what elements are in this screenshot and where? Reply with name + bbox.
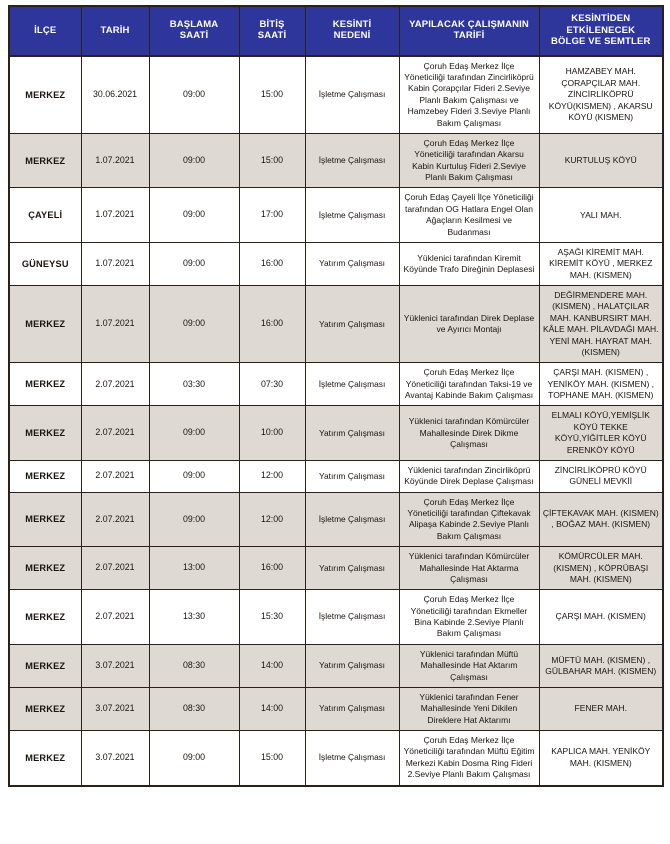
table-row <box>9 133 663 188</box>
cell-baslama-saati: 09:00 <box>149 492 239 547</box>
cell-ilce: ÇAYELİ <box>9 188 81 243</box>
cell-etkilenecek-bolge: ÇARŞI MAH. (KISMEN) , YENİKÖY MAH. (KISMEN) , TOPHANE MAH. (KISMEN) <box>539 363 663 406</box>
cell-kesinti-nedeni: Yatırım Çalışması <box>305 242 399 285</box>
cell-calisma-tarifi: Çoruh Edaş Merkez İlçe Yöneticiliği tarafından Çiftekavak Alipaşa Kabinde 2.Seviye Planlı Bakım Çalışması <box>399 492 539 547</box>
cell-kesinti-nedeni: Yatırım Çalışması <box>305 547 399 590</box>
cell-calisma-tarifi: Yüklenici tarafından Kömürcüler Mahallesinde Direk Dikme Çalışması <box>399 406 539 461</box>
cell-bitis-saati: 10:00 <box>239 406 305 461</box>
table-header-row <box>9 6 663 56</box>
cell-bitis-saati: 15:00 <box>239 133 305 188</box>
table-row <box>9 687 663 730</box>
cell-baslama-saati: 09:00 <box>149 56 239 134</box>
cell-ilce: MERKEZ <box>9 286 81 363</box>
cell-baslama-saati: 08:30 <box>149 687 239 730</box>
table-row <box>9 363 663 406</box>
cell-ilce: MERKEZ <box>9 731 81 786</box>
table-row <box>9 242 663 285</box>
table-body <box>9 56 663 786</box>
cell-bitis-saati: 12:00 <box>239 460 305 492</box>
cell-etkilenecek-bolge: MÜFTÜ MAH. (KISMEN) , GÜLBAHAR MAH. (KISMEN) <box>539 644 663 687</box>
cell-bitis-saati: 14:00 <box>239 687 305 730</box>
cell-calisma-tarifi: Çoruh Edaş Merkez İlçe Yöneticiliği tarafından Müftü Eğitim Merkezi Kabin Dosma Ring Fideri 2.Seviye Planlı Bakım Çalışması <box>399 731 539 786</box>
cell-etkilenecek-bolge: YALI MAH. <box>539 188 663 243</box>
cell-calisma-tarifi: Yüklenici tarafından Direk Deplase ve Ayırıcı Montajı <box>399 286 539 363</box>
cell-tarih: 3.07.2021 <box>81 731 149 786</box>
cell-bitis-saati: 15:00 <box>239 731 305 786</box>
column-header-kesintiden-etkilenecek-bolge-ve-semtler: KESİNTİDEN ETKİLENECEK BÖLGE VE SEMTLER <box>539 6 663 56</box>
cell-bitis-saati: 17:00 <box>239 188 305 243</box>
cell-calisma-tarifi: Yüklenici tarafından Fener Mahallesinde Yeni Dikilen Direklere Hat Aktarımı <box>399 687 539 730</box>
cell-ilce: MERKEZ <box>9 56 81 134</box>
cell-ilce: MERKEZ <box>9 687 81 730</box>
cell-tarih: 1.07.2021 <box>81 242 149 285</box>
column-header-kesinti-nedeni: KESİNTİ NEDENİ <box>305 6 399 56</box>
cell-etkilenecek-bolge: FENER MAH. <box>539 687 663 730</box>
table-row <box>9 731 663 786</box>
cell-calisma-tarifi: Çoruh Edaş Merkez İlçe Yöneticiliği tarafından Taksi-19 ve Avantaj Kabinde Bakım Çalışması <box>399 363 539 406</box>
power-outage-schedule-table <box>8 5 664 787</box>
cell-kesinti-nedeni: İşletme Çalışması <box>305 731 399 786</box>
cell-kesinti-nedeni: İşletme Çalışması <box>305 188 399 243</box>
cell-etkilenecek-bolge: ÇİFTEKAVAK MAH. (KISMEN) , BOĞAZ MAH. (KISMEN) <box>539 492 663 547</box>
cell-tarih: 2.07.2021 <box>81 590 149 645</box>
cell-baslama-saati: 09:00 <box>149 188 239 243</box>
table-header <box>9 6 663 56</box>
cell-bitis-saati: 16:00 <box>239 286 305 363</box>
cell-tarih: 1.07.2021 <box>81 286 149 363</box>
cell-bitis-saati: 07:30 <box>239 363 305 406</box>
cell-kesinti-nedeni: İşletme Çalışması <box>305 133 399 188</box>
cell-ilce: MERKEZ <box>9 590 81 645</box>
cell-bitis-saati: 15:00 <box>239 56 305 134</box>
cell-baslama-saati: 09:00 <box>149 286 239 363</box>
cell-etkilenecek-bolge: ÇARŞI MAH. (KISMEN) <box>539 590 663 645</box>
cell-bitis-saati: 14:00 <box>239 644 305 687</box>
table-row <box>9 286 663 363</box>
table-row <box>9 188 663 243</box>
cell-calisma-tarifi: Çoruh Edaş Çayeli İlçe Yöneticiliği tarafından OG Hatlara Engel Olan Ağaçların Kesilmesi ve Budanması <box>399 188 539 243</box>
cell-etkilenecek-bolge: HAMZABEY MAH. ÇORAPÇILAR MAH. ZİNCİRLİKÖPRÜ KÖYÜ(KISMEN) , AKARSU KÖYÜ (KISMEN) <box>539 56 663 134</box>
cell-ilce: MERKEZ <box>9 363 81 406</box>
table-row <box>9 56 663 134</box>
cell-baslama-saati: 13:00 <box>149 547 239 590</box>
table-row <box>9 492 663 547</box>
cell-etkilenecek-bolge: ELMALI KÖYÜ,YEMİŞLİK KÖYÜ TEKKE KÖYÜ,YİĞİTLER KÖYÜ ERENKÖY KÖYÜ <box>539 406 663 461</box>
column-header-baslama-saati: BAŞLAMA SAATİ <box>149 6 239 56</box>
cell-tarih: 1.07.2021 <box>81 188 149 243</box>
cell-tarih: 2.07.2021 <box>81 406 149 461</box>
cell-tarih: 2.07.2021 <box>81 460 149 492</box>
cell-calisma-tarifi: Yüklenici tarafından Zincirliköprü Köyünde Direk Deplase Çalışması <box>399 460 539 492</box>
cell-bitis-saati: 15:30 <box>239 590 305 645</box>
cell-ilce: MERKEZ <box>9 547 81 590</box>
table-row <box>9 460 663 492</box>
cell-kesinti-nedeni: İşletme Çalışması <box>305 56 399 134</box>
cell-ilce: MERKEZ <box>9 133 81 188</box>
cell-etkilenecek-bolge: ZİNCİRLİKÖPRÜ KÖYÜ GÜNELİ MEVKİİ <box>539 460 663 492</box>
cell-bitis-saati: 12:00 <box>239 492 305 547</box>
cell-ilce: MERKEZ <box>9 406 81 461</box>
cell-etkilenecek-bolge: KAPLICA MAH. YENİKÖY MAH. (KISMEN) <box>539 731 663 786</box>
cell-tarih: 2.07.2021 <box>81 547 149 590</box>
cell-baslama-saati: 09:00 <box>149 460 239 492</box>
cell-calisma-tarifi: Yüklenici tarafından Kömürcüler Mahallesinde Hat Aktarma Çalışması <box>399 547 539 590</box>
table-row <box>9 406 663 461</box>
cell-baslama-saati: 09:00 <box>149 133 239 188</box>
cell-ilce: MERKEZ <box>9 644 81 687</box>
cell-kesinti-nedeni: İşletme Çalışması <box>305 590 399 645</box>
cell-ilce: GÜNEYSU <box>9 242 81 285</box>
cell-kesinti-nedeni: Yatırım Çalışması <box>305 687 399 730</box>
cell-kesinti-nedeni: Yatırım Çalışması <box>305 286 399 363</box>
table-row <box>9 590 663 645</box>
cell-bitis-saati: 16:00 <box>239 547 305 590</box>
cell-baslama-saati: 03:30 <box>149 363 239 406</box>
cell-tarih: 3.07.2021 <box>81 687 149 730</box>
cell-calisma-tarifi: Yüklenici tarafından Müftü Mahallesinde Hat Aktarım Çalışması <box>399 644 539 687</box>
cell-baslama-saati: 09:00 <box>149 731 239 786</box>
cell-calisma-tarifi: Çoruh Edaş Merkez İlçe Yöneticiliği tarafından Zincirliköprü Kabin Çorapçılar Fideri 2.Seviye Planlı Bakım Çalışması ve Hamzebey Fideri 3.Seviye Planlı Bakım Çalışması <box>399 56 539 134</box>
cell-kesinti-nedeni: Yatırım Çalışması <box>305 460 399 492</box>
cell-etkilenecek-bolge: DEĞİRMENDERE MAH. (KISMEN) , HALATÇILAR MAH. KANBURSIRT MAH. KÂLE MAH. PİLAVDAĞI MAH. YENİ MAH. HAYRAT MAH. (KISMEN) <box>539 286 663 363</box>
cell-baslama-saati: 13:30 <box>149 590 239 645</box>
cell-tarih: 3.07.2021 <box>81 644 149 687</box>
cell-bitis-saati: 16:00 <box>239 242 305 285</box>
cell-etkilenecek-bolge: KURTULUŞ KÖYÜ <box>539 133 663 188</box>
cell-tarih: 1.07.2021 <box>81 133 149 188</box>
column-header-bitis-saati: BİTİŞ SAATİ <box>239 6 305 56</box>
column-header-ilce: İLÇE <box>9 6 81 56</box>
column-header-tarih: TARİH <box>81 6 149 56</box>
cell-calisma-tarifi: Çoruh Edaş Merkez İlçe Yöneticiliği tarafından Ekmeller Bina Kabinde 2.Seviye Planlı Bakım Çalışması <box>399 590 539 645</box>
cell-etkilenecek-bolge: AŞAĞI KİREMİT MAH. KİREMİT KÖYÜ , MERKEZ MAH. (KISMEN) <box>539 242 663 285</box>
cell-tarih: 30.06.2021 <box>81 56 149 134</box>
cell-calisma-tarifi: Yüklenici tarafından Kiremit Köyünde Trafo Direğinin Deplasesi <box>399 242 539 285</box>
cell-baslama-saati: 09:00 <box>149 242 239 285</box>
table-row <box>9 644 663 687</box>
table-row <box>9 547 663 590</box>
cell-baslama-saati: 09:00 <box>149 406 239 461</box>
cell-kesinti-nedeni: Yatırım Çalışması <box>305 644 399 687</box>
cell-tarih: 2.07.2021 <box>81 363 149 406</box>
cell-kesinti-nedeni: Yatırım Çalışması <box>305 406 399 461</box>
cell-kesinti-nedeni: İşletme Çalışması <box>305 363 399 406</box>
column-header-yapilacak-calismanin-tarifi: YAPILACAK ÇALIŞMANIN TARİFİ <box>399 6 539 56</box>
cell-kesinti-nedeni: İşletme Çalışması <box>305 492 399 547</box>
cell-tarih: 2.07.2021 <box>81 492 149 547</box>
cell-ilce: MERKEZ <box>9 460 81 492</box>
cell-baslama-saati: 08:30 <box>149 644 239 687</box>
cell-calisma-tarifi: Çoruh Edaş Merkez İlçe Yöneticiliği tarafından Akarsu Kabin Kurtuluş Fideri 2.Seviye Planlı Bakım Çalışması <box>399 133 539 188</box>
cell-etkilenecek-bolge: KÖMÜRCÜLER MAH. (KISMEN) , KÖPRÜBAŞI MAH. (KISMEN) <box>539 547 663 590</box>
cell-ilce: MERKEZ <box>9 492 81 547</box>
